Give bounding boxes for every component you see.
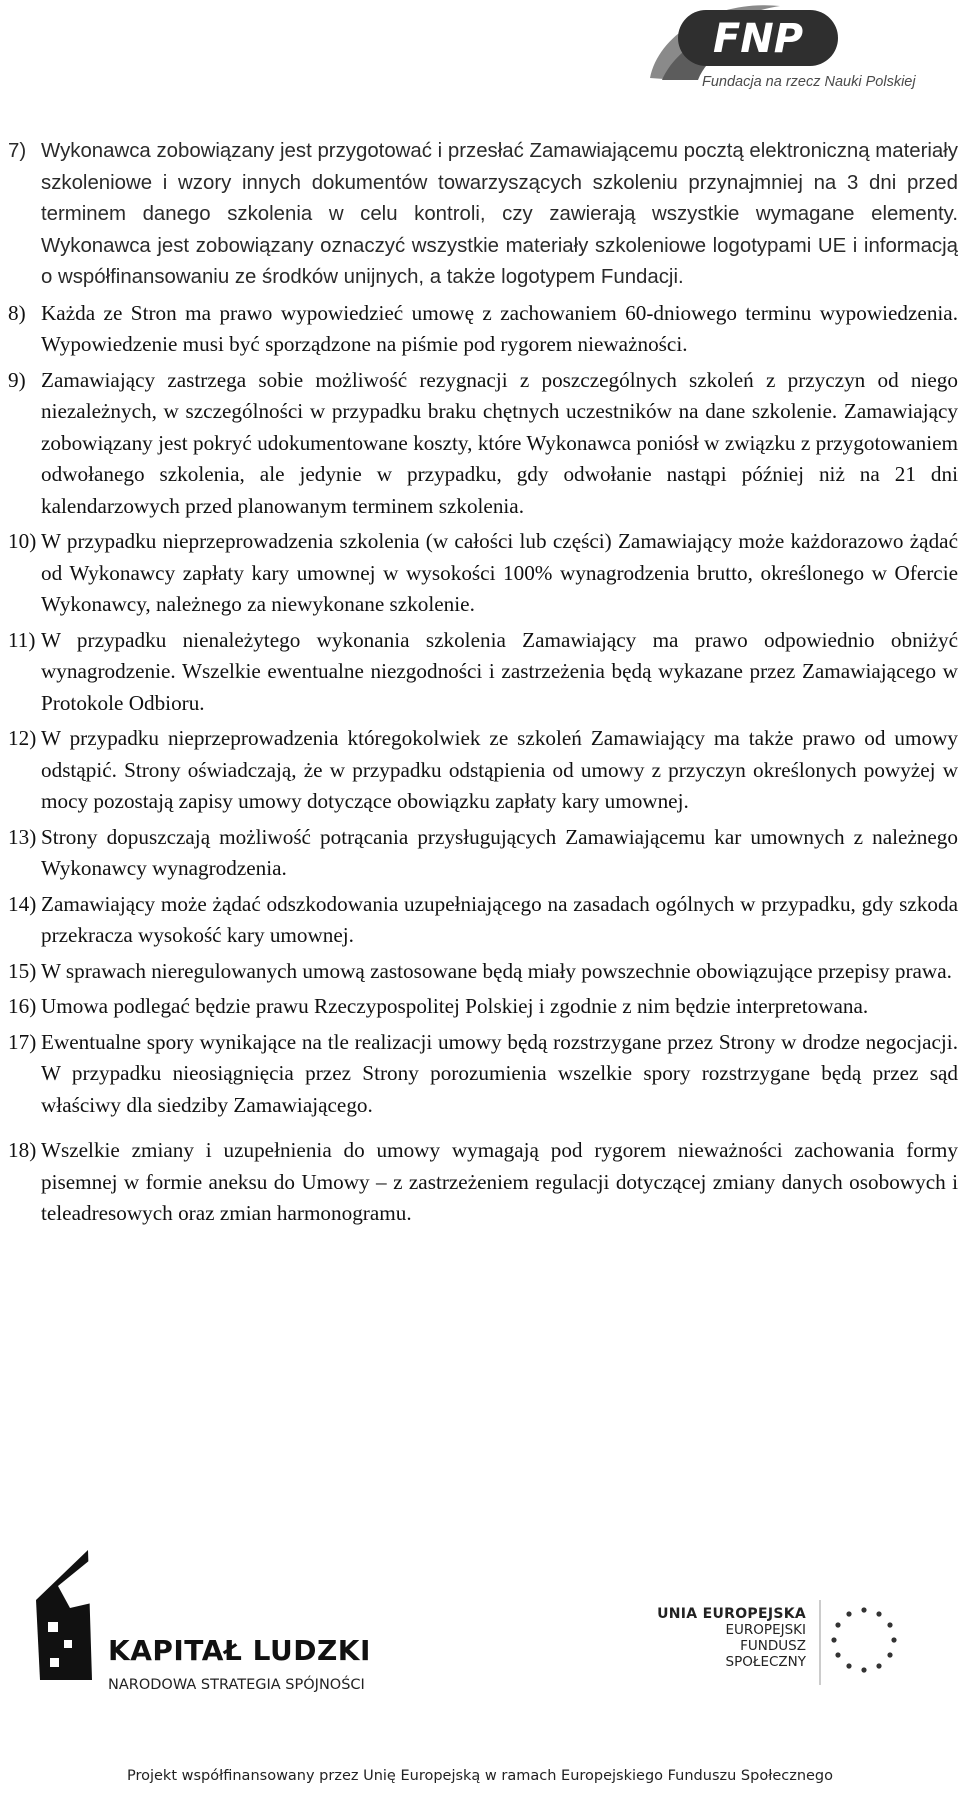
clause-number: 15): [8, 958, 37, 983]
clause-text: Strony dopuszczają możliwość potrącania przysługujących Zamawiającemu kar umownych z należnego Wykonawcy wynagrodzenia.: [41, 824, 958, 880]
clause-number: 13): [8, 824, 37, 849]
clause-9: [8, 365, 958, 523]
document-body: [8, 136, 958, 1234]
clause-number: 11): [8, 627, 36, 652]
clause-text: W sprawach nieregulowanych umową zastosowane będą miały powszechnie obowiązujące przepisy prawa.: [41, 958, 952, 983]
clause-number: 14): [8, 891, 37, 916]
clause-16: [8, 991, 958, 1023]
clause-12: [8, 723, 958, 818]
project-cofinancing-note: Projekt współfinansowany przez Unię Europejską w ramach Europejskiego Funduszu Społecznego: [126, 1768, 834, 1784]
clause-14: [8, 889, 958, 952]
clause-11: [8, 625, 958, 720]
clause-13: [8, 822, 958, 885]
clause-8: [8, 298, 958, 361]
kapital-ludzki-emblem: [36, 1550, 96, 1680]
clause-text: W przypadku nienależytego wykonania szkolenia Zamawiający ma prawo odpowiednio obniżyć wynagrodzenie. Wszelkie ewentualne niezgodności i zastrzeżenia będą wykazane przez Zamawiającego w Protokole Odbioru.: [41, 627, 958, 715]
eu-line-1: UNIA EUROPEJSKA: [657, 1606, 806, 1622]
clause-number: 7): [8, 140, 27, 162]
clause-text: Umowa podlegać będzie prawu Rzeczypospolitej Polskiej i zgodnie z nim będzie interpretowana.: [41, 994, 869, 1018]
clause-18: [8, 1135, 958, 1230]
clause-text: Ewentualne spory wynikające na tle realizacji umowy będą rozstrzygane przez Strony w drodze negocjacji. W przypadku nieosiągnięcia przez Strony porozumienia wszelkie spory rozstrzygane będą przez sąd właściwy dla siedziby Zamawiającego.: [41, 1029, 958, 1117]
clause-7: [8, 136, 958, 294]
clause-text: W przypadku nieprzeprowadzenia któregokolwiek ze szkoleń Zamawiający ma także prawo od umowy odstąpić. Strony oświadczają, że w przypadku odstąpienia od umowy z przyczyn określonych powyżej w mocy pozostają zapisy umowy dotyczące obowiązku zapłaty kary umownej.: [41, 726, 958, 813]
clause-text: Wykonawca zobowiązany jest przygotować i przesłać Zamawiającemu pocztą elektroniczną materiały szkoleniowe i wzory innych dokumentów towarzyszących szkoleniu przynajmniej na 3 dni przed terminem danego szkolenia w celu kontroli, czy zawierają wszystkie wymagane elementy. Wykonawca jest zobowiązany oznaczyć wszystkie materiały szkoleniowe logotypami UE i informacją o współfinansowaniu ze środków unijnych, a także logotypem Fundacji.: [41, 140, 958, 288]
kapital-ludzki-subtitle: NARODOWA STRATEGIA SPÓJNOŚCI: [108, 1677, 365, 1693]
clause-number: 17): [8, 1029, 37, 1054]
clause-text: Każda ze Stron ma prawo wypowiedzieć umowę z zachowaniem 60-dniowego terminu wypowiedzenia. Wypowiedzenie musi być sporządzone na piśmie pod rygorem nieważności.: [41, 300, 958, 356]
clause-number: 12): [8, 726, 37, 750]
clause-10: [8, 526, 958, 621]
clause-number: 16): [8, 994, 37, 1018]
clause-number: 9): [8, 367, 26, 392]
fnp-logo-text: FNP: [712, 16, 804, 62]
clause-text: Zamawiający zastrzega sobie możliwość rezygnacji z poszczególnych szkoleń z przyczyn od niego niezależnych, w szczególności w przypadku braku chętnych uczestników na dane szkolenie. Zamawiający zobowiązany jest pokryć udokumentowane koszty, które Wykonawca poniósł w związku z przygotowaniem odwołanego szkolenia, ale jedynie w przypadku, gdy odwołanie nastąpi później niż na 21 dni kalendarzowych przed planowanym terminem szkolenia.: [41, 367, 958, 518]
footer-logo-graphics: [0, 1490, 960, 1740]
clause-number: 18): [8, 1138, 37, 1162]
eu-line-2: EUROPEJSKI: [725, 1622, 806, 1638]
clause-number: 8): [8, 300, 26, 325]
eu-logo-text: [656, 1606, 806, 1670]
clause-text: W przypadku nieprzeprowadzenia szkolenia (w całości lub części) Zamawiający może każdorazowo żądać od Wykonawcy zapłaty kary umownej w wysokości 100% wynagrodzenia brutto, określonego w Ofercie Wykonawcy, należnego za niewykonane szkolenie.: [41, 529, 958, 616]
clause-text: Wszelkie zmiany i uzupełnienia do umowy wymagają pod rygorem nieważności zachowania formy pisemnej w formie aneksu do Umowy – z zastrzeżeniem regulacji dotyczącej zmiany danych osobowych i teleadresowych oraz zmian harmonogramu.: [41, 1138, 958, 1225]
clause-number: 10): [8, 529, 37, 553]
eu-line-3: FUNDUSZ SPOŁECZNY: [725, 1638, 806, 1670]
eu-flag-stars: [831, 1607, 896, 1672]
fnp-logo-subtitle: Fundacja na rzecz Nauki Polskiej: [702, 74, 916, 90]
fnp-logo: [640, 0, 960, 110]
clause-15: [8, 956, 958, 988]
clause-17: [8, 1027, 958, 1122]
clause-text: Zamawiający może żądać odszkodowania uzupełniającego na zasadach ogólnych w przypadku, gdy szkoda przekracza wysokość kary umownej.: [41, 891, 958, 947]
kapital-ludzki-title: KAPITAŁ LUDZKI: [108, 1634, 371, 1667]
